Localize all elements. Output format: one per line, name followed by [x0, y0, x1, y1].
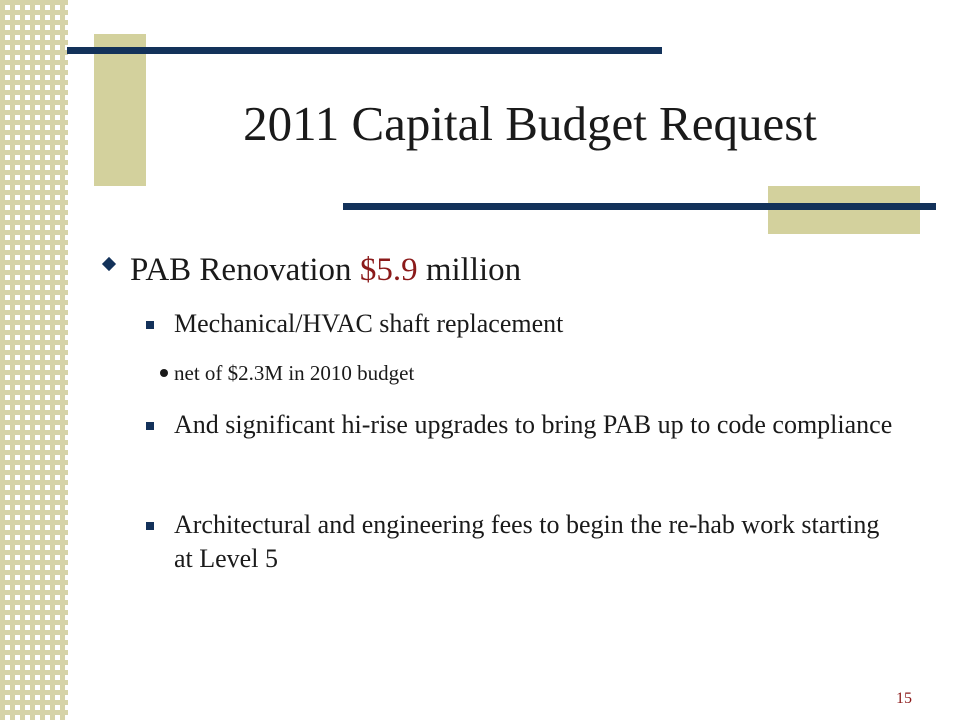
tan-block-right	[768, 186, 920, 234]
tan-block-left	[94, 34, 146, 186]
bullet-text	[130, 250, 521, 290]
sub-sub-bullet-text: net of $2.3M in 2010 budget	[174, 361, 415, 385]
slide-title: 2011 Capital Budget Request	[243, 96, 817, 151]
round-bullet-icon	[160, 369, 168, 377]
budget-amount: $5.9	[359, 252, 418, 288]
sub-bullet-text: And significant hi-rise upgrades to bring PAB up to code compliance	[174, 410, 893, 439]
sub-bullet-text: Architectural and engineering fees to begin the re-hab work starting at Level 5	[174, 510, 880, 573]
square-bullet-icon	[146, 522, 154, 530]
lattice-border-decoration	[0, 0, 68, 720]
navy-rule-bottom	[343, 203, 936, 210]
sub-bullet-text: Mechanical/HVAC shaft replacement	[174, 309, 564, 338]
bullet-prefix: PAB Renovation	[130, 252, 360, 288]
navy-rule-top	[67, 47, 662, 54]
diamond-bullet-icon	[102, 257, 116, 271]
square-bullet-icon	[146, 422, 154, 430]
page-number: 15	[896, 690, 912, 707]
square-bullet-icon	[146, 321, 154, 329]
bullet-suffix: million	[417, 252, 522, 288]
